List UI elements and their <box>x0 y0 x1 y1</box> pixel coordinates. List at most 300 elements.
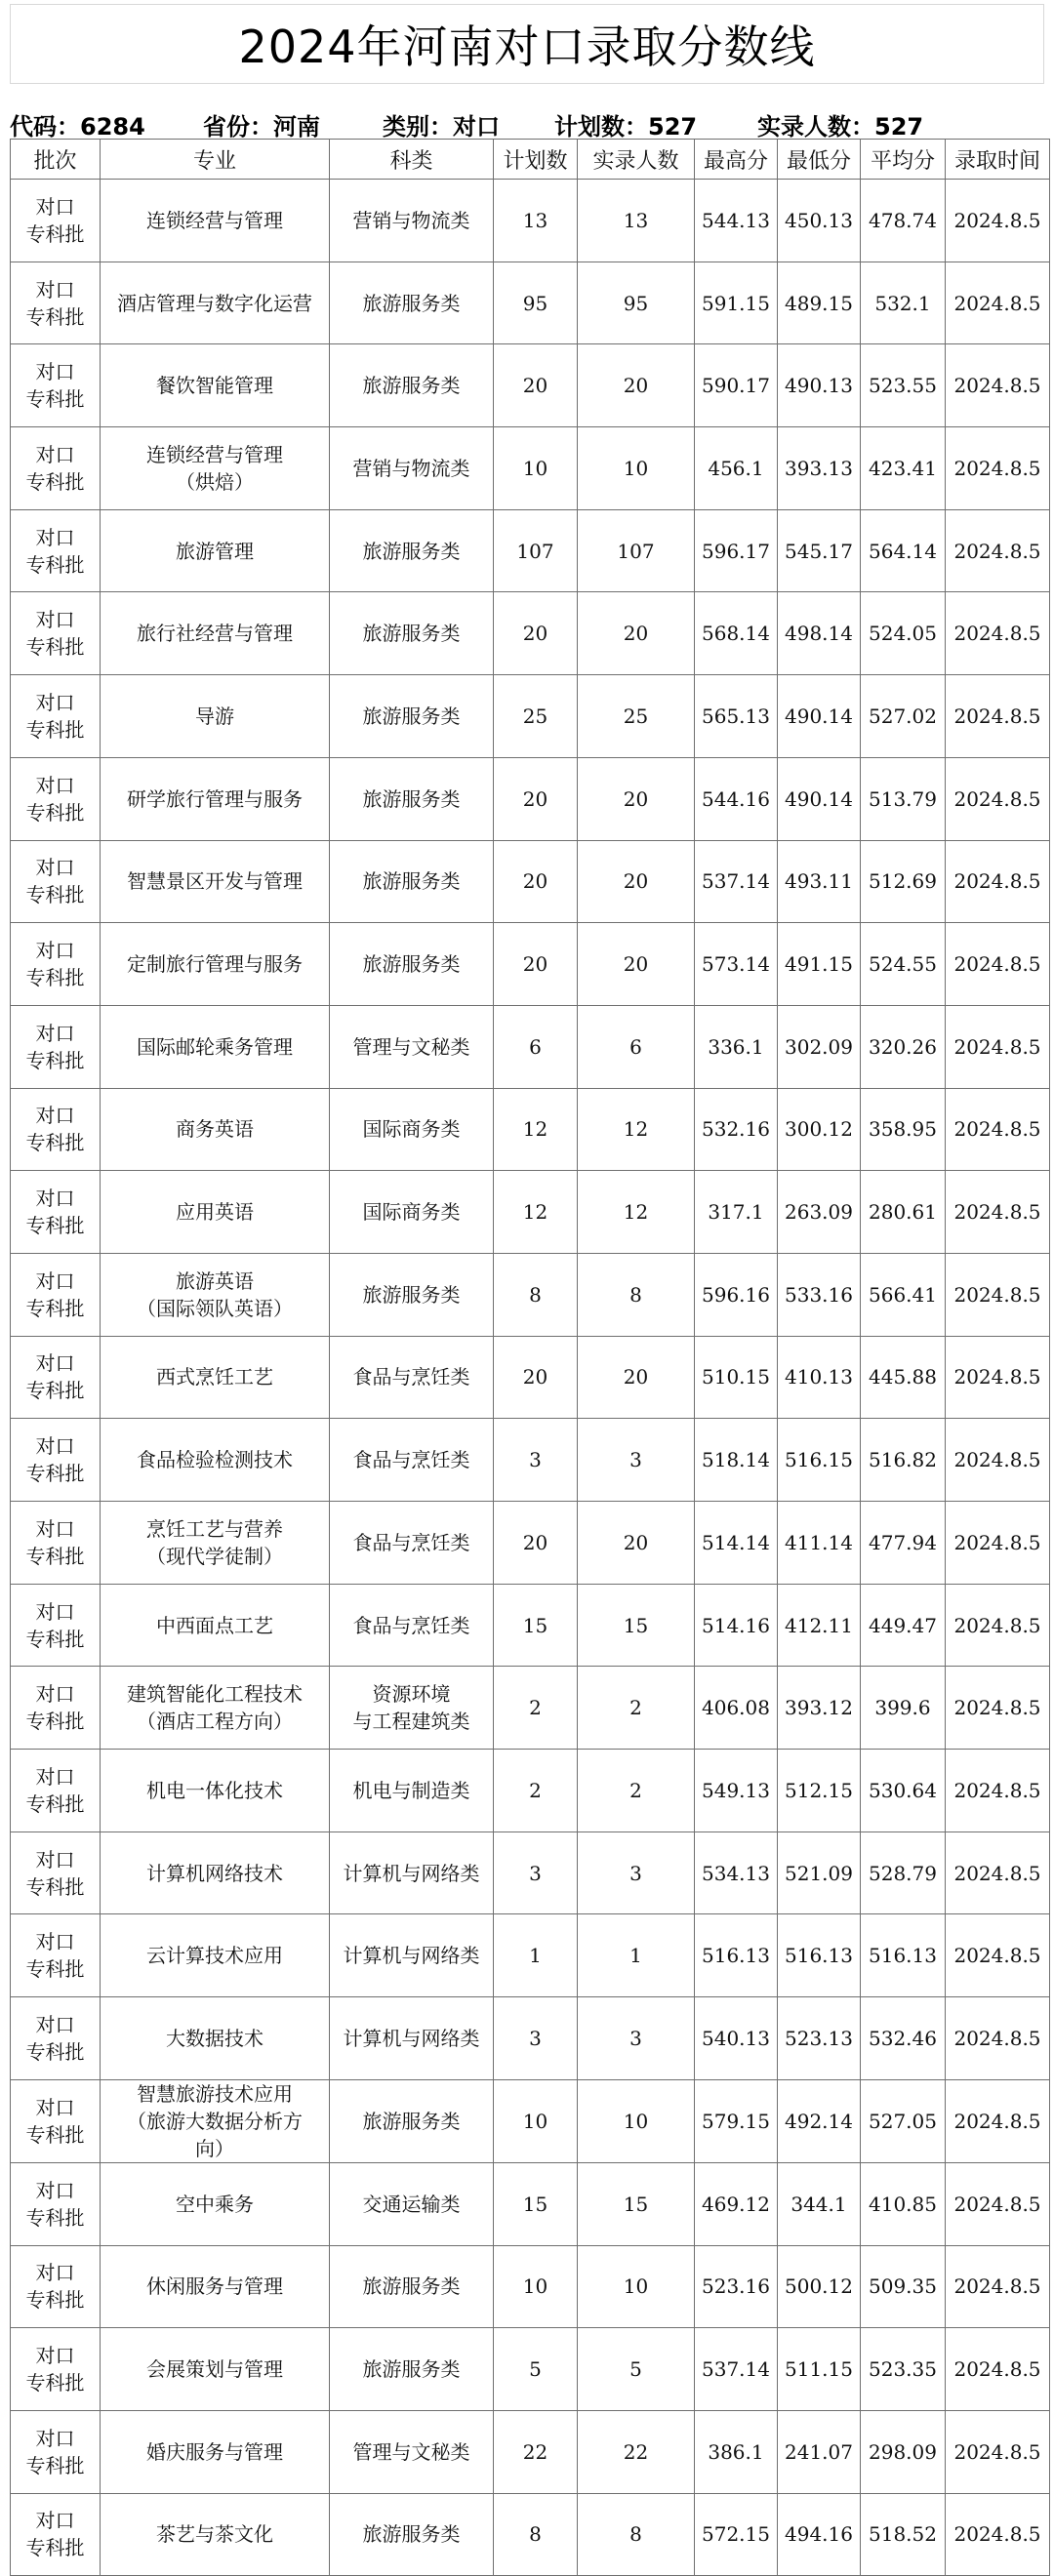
cell-admitted: 2 <box>578 1750 695 1832</box>
cell-min-score: 489.15 <box>778 262 861 344</box>
cell-min-score: 411.14 <box>778 1502 861 1585</box>
table-row <box>11 2410 1050 2493</box>
cell-avg-score: 528.79 <box>861 1831 946 1914</box>
cell-min-score: 545.17 <box>778 509 861 592</box>
cell-batch: 对口 专科批 <box>11 427 101 510</box>
cell-batch: 对口 专科批 <box>11 757 101 840</box>
cell-date: 2024.8.5 <box>946 180 1050 262</box>
cell-date: 2024.8.5 <box>946 509 1050 592</box>
cell-category: 营销与物流类 <box>330 180 494 262</box>
cell-avg-score: 358.95 <box>861 1088 946 1171</box>
info-code <box>10 107 145 141</box>
cell-batch: 对口 专科批 <box>11 1088 101 1171</box>
cell-date: 2024.8.5 <box>946 923 1050 1006</box>
cell-category: 旅游服务类 <box>330 262 494 344</box>
cell-admitted: 10 <box>578 427 695 510</box>
cell-avg-score: 524.05 <box>861 592 946 675</box>
cell-major: 旅游管理 <box>101 509 330 592</box>
header-batch: 批次 <box>11 140 101 180</box>
cell-plan: 3 <box>494 1997 578 2080</box>
cell-major: 空中乘务 <box>101 2162 330 2245</box>
cell-batch: 对口 专科批 <box>11 262 101 344</box>
cell-batch: 对口 专科批 <box>11 344 101 427</box>
cell-plan: 20 <box>494 592 578 675</box>
cell-admitted: 22 <box>578 2410 695 2493</box>
page-title: 2024年河南对口录取分数线 <box>10 4 1044 84</box>
cell-avg-score: 423.41 <box>861 427 946 510</box>
cell-date: 2024.8.5 <box>946 1584 1050 1667</box>
cell-plan: 20 <box>494 344 578 427</box>
cell-plan: 6 <box>494 1005 578 1088</box>
cell-date: 2024.8.5 <box>946 2245 1050 2328</box>
cell-plan: 1 <box>494 1914 578 1997</box>
cell-avg-score: 410.85 <box>861 2162 946 2245</box>
table-header-row <box>11 140 1050 180</box>
cell-category: 旅游服务类 <box>330 344 494 427</box>
table-row <box>11 262 1050 344</box>
cell-date: 2024.8.5 <box>946 1667 1050 1750</box>
cell-plan: 20 <box>494 757 578 840</box>
cell-major: 旅游英语 （国际领队英语） <box>101 1253 330 1336</box>
table-row <box>11 1419 1050 1502</box>
cell-min-score: 490.14 <box>778 757 861 840</box>
cell-admitted: 20 <box>578 1502 695 1585</box>
cell-batch: 对口 专科批 <box>11 1502 101 1585</box>
table-row <box>11 1005 1050 1088</box>
cell-avg-score: 298.09 <box>861 2410 946 2493</box>
cell-major: 婚庆服务与管理 <box>101 2410 330 2493</box>
info-plan <box>554 107 697 141</box>
cell-batch: 对口 专科批 <box>11 1171 101 1254</box>
cell-avg-score: 477.94 <box>861 1502 946 1585</box>
cell-date: 2024.8.5 <box>946 592 1050 675</box>
header-date: 录取时间 <box>946 140 1050 180</box>
cell-admitted: 95 <box>578 262 695 344</box>
cell-max-score: 544.16 <box>695 757 778 840</box>
header-max-score: 最高分 <box>695 140 778 180</box>
cell-max-score: 572.15 <box>695 2493 778 2576</box>
table-row <box>11 2245 1050 2328</box>
cell-batch: 对口 专科批 <box>11 923 101 1006</box>
cell-avg-score: 516.13 <box>861 1914 946 1997</box>
table-row <box>11 180 1050 262</box>
cell-max-score: 386.1 <box>695 2410 778 2493</box>
table-row <box>11 1171 1050 1254</box>
cell-category: 旅游服务类 <box>330 2079 494 2162</box>
cell-max-score: 406.08 <box>695 1667 778 1750</box>
info-plan-value: 527 <box>648 113 698 141</box>
cell-major: 定制旅行管理与服务 <box>101 923 330 1006</box>
cell-min-score: 393.12 <box>778 1667 861 1750</box>
table-row <box>11 840 1050 923</box>
table-row <box>11 1502 1050 1585</box>
cell-batch: 对口 专科批 <box>11 592 101 675</box>
table-row <box>11 1667 1050 1750</box>
cell-major: 导游 <box>101 675 330 758</box>
cell-max-score: 568.14 <box>695 592 778 675</box>
cell-batch: 对口 专科批 <box>11 1914 101 1997</box>
cell-max-score: 456.1 <box>695 427 778 510</box>
cell-min-score: 533.16 <box>778 1253 861 1336</box>
cell-admitted: 12 <box>578 1088 695 1171</box>
info-province-value: 河南 <box>273 113 320 141</box>
info-type-label: 类别： <box>383 113 453 141</box>
cell-max-score: 540.13 <box>695 1997 778 2080</box>
cell-admitted: 8 <box>578 1253 695 1336</box>
cell-category: 国际商务类 <box>330 1088 494 1171</box>
cell-batch: 对口 专科批 <box>11 1253 101 1336</box>
info-province <box>203 107 320 141</box>
cell-avg-score: 516.82 <box>861 1419 946 1502</box>
cell-min-score: 523.13 <box>778 1997 861 2080</box>
cell-avg-score: 320.26 <box>861 1005 946 1088</box>
cell-major: 大数据技术 <box>101 1997 330 2080</box>
header-plan: 计划数 <box>494 140 578 180</box>
cell-major: 茶艺与茶文化 <box>101 2493 330 2576</box>
cell-major: 酒店管理与数字化运营 <box>101 262 330 344</box>
cell-min-score: 512.15 <box>778 1750 861 1832</box>
cell-avg-score: 518.52 <box>861 2493 946 2576</box>
table-row <box>11 1997 1050 2080</box>
cell-major: 食品检验检测技术 <box>101 1419 330 1502</box>
cell-category: 食品与烹饪类 <box>330 1502 494 1585</box>
cell-max-score: 596.17 <box>695 509 778 592</box>
cell-plan: 10 <box>494 2245 578 2328</box>
cell-plan: 3 <box>494 1831 578 1914</box>
cell-plan: 2 <box>494 1750 578 1832</box>
cell-min-score: 302.09 <box>778 1005 861 1088</box>
cell-date: 2024.8.5 <box>946 2410 1050 2493</box>
cell-min-score: 241.07 <box>778 2410 861 2493</box>
cell-max-score: 544.13 <box>695 180 778 262</box>
cell-category: 营销与物流类 <box>330 427 494 510</box>
cell-batch: 对口 专科批 <box>11 2245 101 2328</box>
cell-batch: 对口 专科批 <box>11 1667 101 1750</box>
table-row <box>11 509 1050 592</box>
cell-admitted: 3 <box>578 1419 695 1502</box>
cell-date: 2024.8.5 <box>946 1171 1050 1254</box>
cell-plan: 10 <box>494 2079 578 2162</box>
info-admitted-value: 527 <box>874 113 924 141</box>
cell-min-score: 393.13 <box>778 427 861 510</box>
cell-avg-score: 527.02 <box>861 675 946 758</box>
cell-category: 管理与文秘类 <box>330 2410 494 2493</box>
cell-min-score: 516.13 <box>778 1914 861 1997</box>
cell-avg-score: 280.61 <box>861 1171 946 1254</box>
cell-major: 商务英语 <box>101 1088 330 1171</box>
cell-plan: 22 <box>494 2410 578 2493</box>
cell-plan: 95 <box>494 262 578 344</box>
cell-min-score: 490.14 <box>778 675 861 758</box>
cell-max-score: 514.16 <box>695 1584 778 1667</box>
cell-category: 食品与烹饪类 <box>330 1584 494 1667</box>
cell-plan: 25 <box>494 675 578 758</box>
cell-category: 旅游服务类 <box>330 923 494 1006</box>
cell-date: 2024.8.5 <box>946 1502 1050 1585</box>
cell-date: 2024.8.5 <box>946 1253 1050 1336</box>
cell-min-score: 410.13 <box>778 1336 861 1419</box>
cell-batch: 对口 专科批 <box>11 1419 101 1502</box>
cell-admitted: 20 <box>578 344 695 427</box>
cell-max-score: 523.16 <box>695 2245 778 2328</box>
cell-max-score: 532.16 <box>695 1088 778 1171</box>
cell-plan: 107 <box>494 509 578 592</box>
info-admitted-label: 实录人数： <box>757 113 874 141</box>
cell-date: 2024.8.5 <box>946 1088 1050 1171</box>
cell-avg-score: 512.69 <box>861 840 946 923</box>
cell-max-score: 336.1 <box>695 1005 778 1088</box>
header-admitted: 实录人数 <box>578 140 695 180</box>
cell-date: 2024.8.5 <box>946 840 1050 923</box>
cell-max-score: 514.14 <box>695 1502 778 1585</box>
cell-admitted: 6 <box>578 1005 695 1088</box>
cell-avg-score: 523.55 <box>861 344 946 427</box>
cell-date: 2024.8.5 <box>946 757 1050 840</box>
cell-admitted: 3 <box>578 1997 695 2080</box>
cell-min-score: 521.09 <box>778 1831 861 1914</box>
cell-date: 2024.8.5 <box>946 1831 1050 1914</box>
cell-min-score: 490.13 <box>778 344 861 427</box>
cell-major: 连锁经营与管理 （烘焙） <box>101 427 330 510</box>
header-category: 科类 <box>330 140 494 180</box>
cell-avg-score: 449.47 <box>861 1584 946 1667</box>
cell-major: 会展策划与管理 <box>101 2328 330 2411</box>
header-min-score: 最低分 <box>778 140 861 180</box>
cell-category: 国际商务类 <box>330 1171 494 1254</box>
cell-major: 连锁经营与管理 <box>101 180 330 262</box>
cell-admitted: 10 <box>578 2245 695 2328</box>
cell-date: 2024.8.5 <box>946 1419 1050 1502</box>
cell-date: 2024.8.5 <box>946 262 1050 344</box>
cell-max-score: 534.13 <box>695 1831 778 1914</box>
cell-admitted: 10 <box>578 2079 695 2162</box>
cell-major: 国际邮轮乘务管理 <box>101 1005 330 1088</box>
cell-batch: 对口 专科批 <box>11 1750 101 1832</box>
cell-category: 食品与烹饪类 <box>330 1419 494 1502</box>
table-row <box>11 427 1050 510</box>
cell-plan: 15 <box>494 2162 578 2245</box>
cell-major: 智慧旅游技术应用 （旅游大数据分析方 向） <box>101 2079 330 2162</box>
table-row <box>11 675 1050 758</box>
cell-min-score: 511.15 <box>778 2328 861 2411</box>
cell-admitted: 20 <box>578 923 695 1006</box>
cell-category: 计算机与网络类 <box>330 1831 494 1914</box>
cell-min-score: 492.14 <box>778 2079 861 2162</box>
cell-date: 2024.8.5 <box>946 344 1050 427</box>
info-type-value: 对口 <box>453 113 500 141</box>
cell-major: 应用英语 <box>101 1171 330 1254</box>
cell-batch: 对口 专科批 <box>11 2162 101 2245</box>
cell-min-score: 493.11 <box>778 840 861 923</box>
cell-admitted: 12 <box>578 1171 695 1254</box>
cell-category: 旅游服务类 <box>330 1253 494 1336</box>
cell-min-score: 500.12 <box>778 2245 861 2328</box>
cell-admitted: 20 <box>578 1336 695 1419</box>
cell-category: 旅游服务类 <box>330 840 494 923</box>
table-body <box>11 180 1050 2576</box>
cell-admitted: 5 <box>578 2328 695 2411</box>
cell-plan: 5 <box>494 2328 578 2411</box>
cell-admitted: 20 <box>578 757 695 840</box>
cell-admitted: 15 <box>578 2162 695 2245</box>
cell-major: 云计算技术应用 <box>101 1914 330 1997</box>
cell-batch: 对口 专科批 <box>11 509 101 592</box>
cell-max-score: 596.16 <box>695 1253 778 1336</box>
cell-admitted: 15 <box>578 1584 695 1667</box>
cell-category: 管理与文秘类 <box>330 1005 494 1088</box>
cell-plan: 8 <box>494 2493 578 2576</box>
cell-min-score: 450.13 <box>778 180 861 262</box>
cell-max-score: 516.13 <box>695 1914 778 1997</box>
header-major: 专业 <box>101 140 330 180</box>
cell-max-score: 518.14 <box>695 1419 778 1502</box>
cell-date: 2024.8.5 <box>946 2079 1050 2162</box>
cell-admitted: 3 <box>578 1831 695 1914</box>
cell-date: 2024.8.5 <box>946 2493 1050 2576</box>
cell-date: 2024.8.5 <box>946 2328 1050 2411</box>
cell-avg-score: 564.14 <box>861 509 946 592</box>
cell-batch: 对口 专科批 <box>11 1997 101 2080</box>
cell-admitted: 2 <box>578 1667 695 1750</box>
info-type <box>383 107 500 141</box>
table-row <box>11 1831 1050 1914</box>
cell-date: 2024.8.5 <box>946 1336 1050 1419</box>
cell-category: 计算机与网络类 <box>330 1914 494 1997</box>
cell-category: 计算机与网络类 <box>330 1997 494 2080</box>
cell-batch: 对口 专科批 <box>11 2410 101 2493</box>
cell-plan: 3 <box>494 1419 578 1502</box>
cell-plan: 20 <box>494 923 578 1006</box>
cell-category: 资源环境 与工程建筑类 <box>330 1667 494 1750</box>
cell-major: 中西面点工艺 <box>101 1584 330 1667</box>
cell-category: 旅游服务类 <box>330 2493 494 2576</box>
cell-avg-score: 530.64 <box>861 1750 946 1832</box>
cell-batch: 对口 专科批 <box>11 840 101 923</box>
cell-category: 食品与烹饪类 <box>330 1336 494 1419</box>
cell-batch: 对口 专科批 <box>11 2328 101 2411</box>
cell-category: 旅游服务类 <box>330 509 494 592</box>
cell-date: 2024.8.5 <box>946 2162 1050 2245</box>
cell-category: 旅游服务类 <box>330 592 494 675</box>
cell-major: 智慧景区开发与管理 <box>101 840 330 923</box>
table-row <box>11 2162 1050 2245</box>
table-row <box>11 2328 1050 2411</box>
cell-min-score: 498.14 <box>778 592 861 675</box>
cell-min-score: 516.15 <box>778 1419 861 1502</box>
cell-major: 研学旅行管理与服务 <box>101 757 330 840</box>
cell-major: 餐饮智能管理 <box>101 344 330 427</box>
cell-batch: 对口 专科批 <box>11 1005 101 1088</box>
cell-min-score: 300.12 <box>778 1088 861 1171</box>
cell-major: 计算机网络技术 <box>101 1831 330 1914</box>
info-province-label: 省份： <box>203 113 273 141</box>
cell-plan: 12 <box>494 1088 578 1171</box>
cell-category: 旅游服务类 <box>330 2328 494 2411</box>
cell-avg-score: 478.74 <box>861 180 946 262</box>
cell-plan: 8 <box>494 1253 578 1336</box>
summary-info-row <box>10 105 1044 141</box>
cell-avg-score: 445.88 <box>861 1336 946 1419</box>
cell-batch: 对口 专科批 <box>11 2493 101 2576</box>
cell-major: 西式烹饪工艺 <box>101 1336 330 1419</box>
cell-avg-score: 566.41 <box>861 1253 946 1336</box>
info-plan-label: 计划数： <box>554 113 648 141</box>
cell-admitted: 8 <box>578 2493 695 2576</box>
cell-avg-score: 524.55 <box>861 923 946 1006</box>
cell-max-score: 469.12 <box>695 2162 778 2245</box>
cell-plan: 13 <box>494 180 578 262</box>
cell-major: 机电一体化技术 <box>101 1750 330 1832</box>
cell-min-score: 412.11 <box>778 1584 861 1667</box>
cell-max-score: 573.14 <box>695 923 778 1006</box>
cell-min-score: 263.09 <box>778 1171 861 1254</box>
table-row <box>11 592 1050 675</box>
cell-category: 旅游服务类 <box>330 757 494 840</box>
table-row <box>11 757 1050 840</box>
cell-major: 休闲服务与管理 <box>101 2245 330 2328</box>
cell-plan: 20 <box>494 840 578 923</box>
cell-max-score: 510.15 <box>695 1336 778 1419</box>
cell-admitted: 20 <box>578 840 695 923</box>
cell-date: 2024.8.5 <box>946 427 1050 510</box>
cell-plan: 20 <box>494 1502 578 1585</box>
cell-max-score: 579.15 <box>695 2079 778 2162</box>
cell-date: 2024.8.5 <box>946 1997 1050 2080</box>
cell-avg-score: 509.35 <box>861 2245 946 2328</box>
cell-major: 建筑智能化工程技术 （酒店工程方向） <box>101 1667 330 1750</box>
info-admitted <box>757 107 923 141</box>
table-row <box>11 923 1050 1006</box>
cell-date: 2024.8.5 <box>946 1914 1050 1997</box>
cell-batch: 对口 专科批 <box>11 1831 101 1914</box>
table-row <box>11 1914 1050 1997</box>
cell-avg-score: 532.46 <box>861 1997 946 2080</box>
cell-avg-score: 513.79 <box>861 757 946 840</box>
cell-batch: 对口 专科批 <box>11 1336 101 1419</box>
cell-min-score: 491.15 <box>778 923 861 1006</box>
header-avg-score: 平均分 <box>861 140 946 180</box>
cell-plan: 2 <box>494 1667 578 1750</box>
table-row <box>11 1750 1050 1832</box>
cell-max-score: 537.14 <box>695 2328 778 2411</box>
cell-batch: 对口 专科批 <box>11 675 101 758</box>
cell-date: 2024.8.5 <box>946 1750 1050 1832</box>
table-row <box>11 344 1050 427</box>
cell-batch: 对口 专科批 <box>11 1584 101 1667</box>
cell-min-score: 344.1 <box>778 2162 861 2245</box>
cell-plan: 12 <box>494 1171 578 1254</box>
cell-plan: 20 <box>494 1336 578 1419</box>
cell-admitted: 1 <box>578 1914 695 1997</box>
cell-date: 2024.8.5 <box>946 1005 1050 1088</box>
cell-max-score: 591.15 <box>695 262 778 344</box>
table-row <box>11 1088 1050 1171</box>
cell-max-score: 590.17 <box>695 344 778 427</box>
cell-avg-score: 532.1 <box>861 262 946 344</box>
cell-category: 机电与制造类 <box>330 1750 494 1832</box>
cell-batch: 对口 专科批 <box>11 2079 101 2162</box>
cell-major: 烹饪工艺与营养 （现代学徒制） <box>101 1502 330 1585</box>
table-row <box>11 2079 1050 2162</box>
cell-min-score: 494.16 <box>778 2493 861 2576</box>
cell-batch: 对口 专科批 <box>11 180 101 262</box>
cell-category: 交通运输类 <box>330 2162 494 2245</box>
cell-major: 旅行社经营与管理 <box>101 592 330 675</box>
cell-category: 旅游服务类 <box>330 2245 494 2328</box>
cell-max-score: 537.14 <box>695 840 778 923</box>
info-code-value: 6284 <box>80 113 145 141</box>
table-row <box>11 2493 1050 2576</box>
